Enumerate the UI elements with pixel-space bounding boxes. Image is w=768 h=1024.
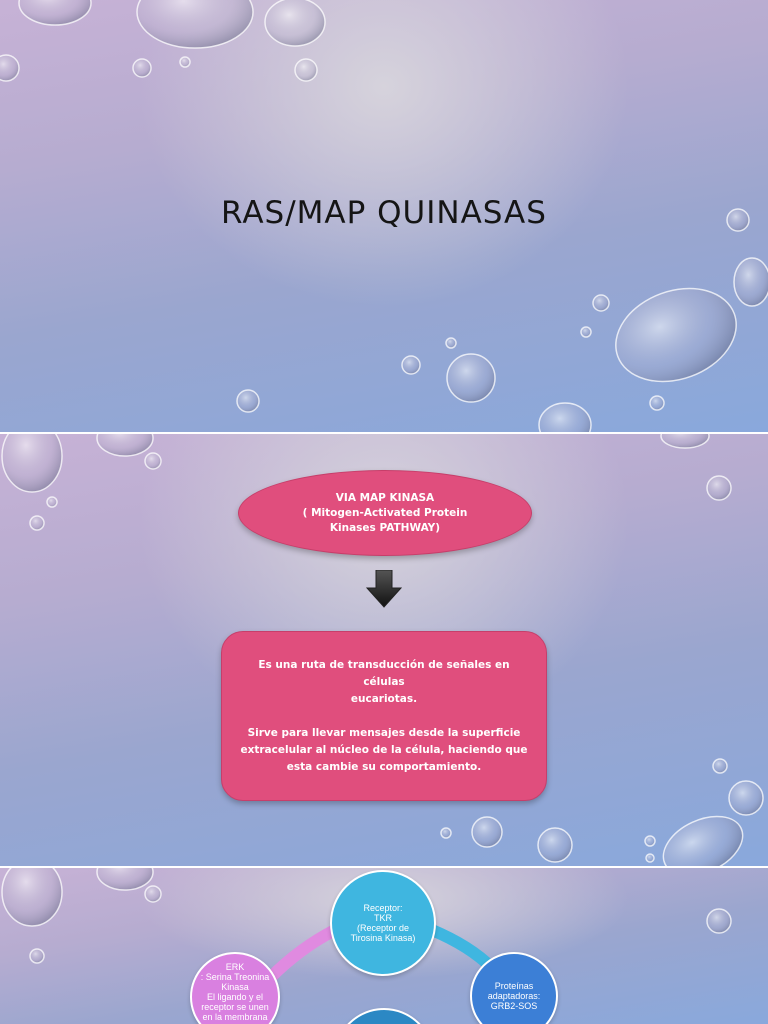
- description-text: eucariotas.: [350, 692, 418, 705]
- circle-text: (Receptor de: [356, 923, 410, 933]
- circle-text: Tirosina Kinasa): [350, 933, 416, 943]
- ellipse-title: VIA MAP KINASA: [335, 491, 435, 504]
- circle-text: Kinasa: [221, 982, 249, 992]
- slide-via-map-kinasa: [0, 434, 768, 866]
- slide-title-text: RAS/MAP QUINASAS: [221, 195, 547, 231]
- circle-text: ERK: [225, 962, 245, 972]
- slide-title: [0, 0, 768, 432]
- down-arrow-icon: [366, 570, 402, 608]
- circle-text: adaptadoras:: [487, 991, 541, 1001]
- circle-text: Receptor:: [363, 903, 403, 913]
- circle-text: receptor se unen: [201, 1002, 269, 1012]
- circle-text: en la membrana: [202, 1012, 268, 1022]
- ellipse-subtitle-line: Kinases PATHWAY): [329, 521, 441, 534]
- description-text: Sirve para llevar mensajes desde la superficie: [247, 726, 521, 739]
- description-text: esta cambie su comportamiento.: [286, 760, 482, 773]
- circle-text: : Serina Treonina: [200, 972, 270, 982]
- description-text: extracelular al núcleo de la célula, haciendo que: [240, 743, 528, 756]
- ellipse-subtitle-line: ( Mitogen-Activated Protein: [302, 506, 468, 519]
- description-box: [221, 631, 547, 801]
- circle-text: GRB2-SOS: [490, 1001, 538, 1011]
- description-text: Es una ruta de transducción de señales en células: [258, 658, 510, 688]
- circle-text: El ligando y el: [206, 992, 264, 1002]
- circle-text: Proteínas: [494, 981, 534, 991]
- receptor-tkr-circle: [330, 870, 436, 976]
- slide-pathway-cycle: [0, 868, 768, 1024]
- via-map-kinasa-ellipse: [238, 470, 532, 556]
- circle-text: TKR: [374, 913, 392, 923]
